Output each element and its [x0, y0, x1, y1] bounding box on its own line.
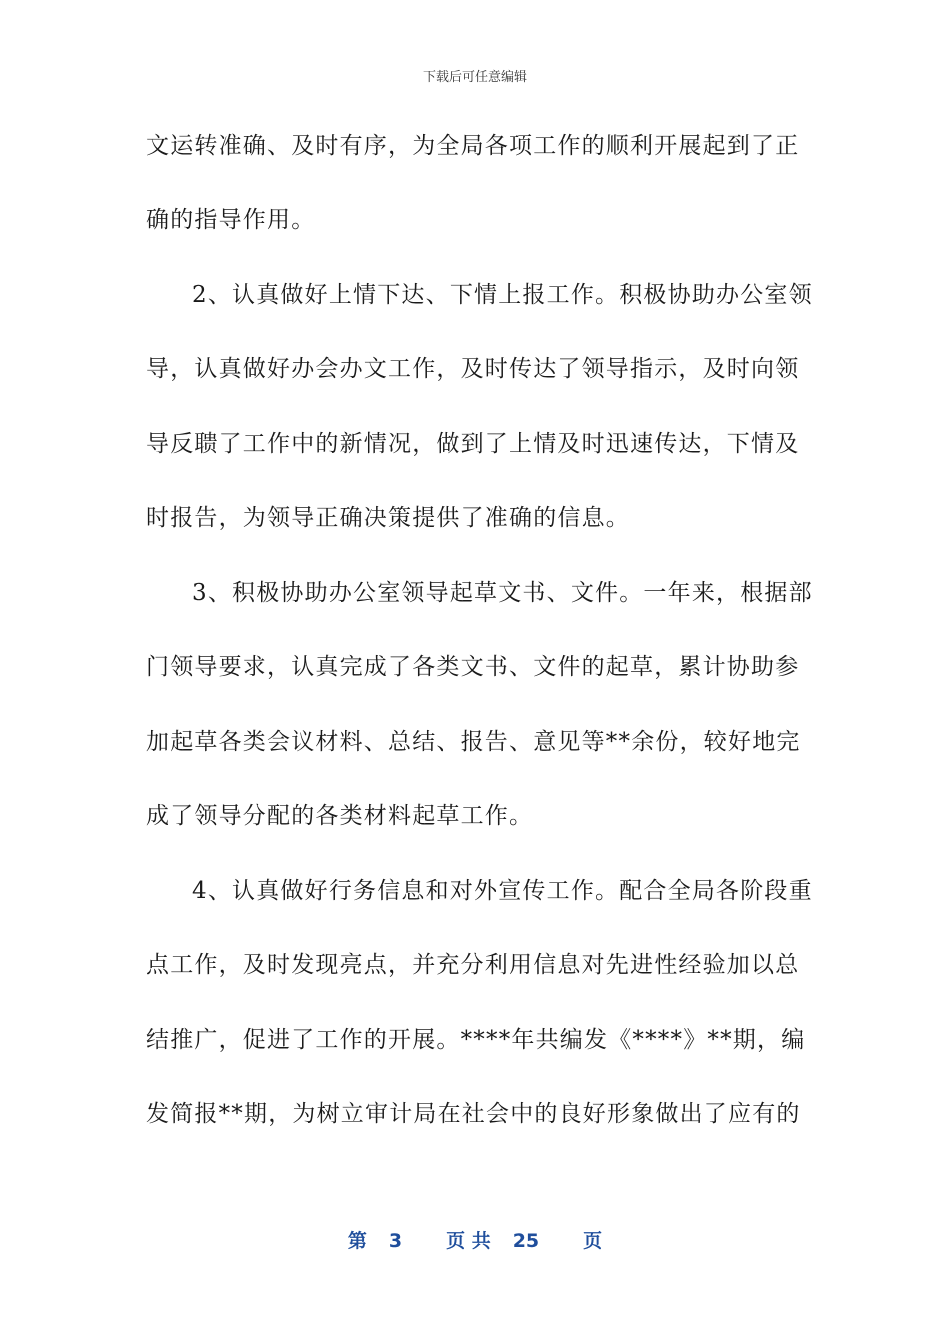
- text-line: 结推广，促进了工作的开展。****年共编发《****》**期，编: [146, 1027, 806, 1053]
- download-note: 下载后可任意编辑: [422, 70, 527, 85]
- text-line: 时报告，为领导正确决策提供了准确的信息。: [146, 505, 630, 531]
- text-line: 点工作，及时发现亮点，并充分利用信息对先进性经验加以总: [146, 952, 800, 978]
- text-line: 导反聩了工作中的新情况，做到了上情及时迅速传达，下情及: [146, 431, 800, 457]
- current-page-number: 3: [388, 1230, 403, 1252]
- text-line: 文运转准确、及时有序，为全局各项工作的顺利开展起到了正: [146, 133, 800, 159]
- text-line: 成了领导分配的各类材料起草工作。: [146, 803, 534, 829]
- text-line: 门领导要求，认真完成了各类文书、文件的起草，累计协助参: [146, 654, 800, 680]
- text-line: 导，认真做好办会办文工作，及时传达了领导指示，及时向领: [146, 356, 800, 382]
- footer-suffix: 页: [583, 1230, 603, 1252]
- text-line: 确的指导作用。: [146, 207, 316, 233]
- footer-middle: 页 共: [446, 1230, 491, 1252]
- text-line: 2、认真做好上情下达、下情上报工作。积极协助办公室领: [192, 282, 813, 308]
- total-pages-number: 25: [512, 1230, 540, 1252]
- text-line: 4、认真做好行务信息和对外宣传工作。配合全局各阶段重: [192, 878, 813, 904]
- page-footer: [0, 1226, 950, 1253]
- text-line: 加起草各类会议材料、总结、报告、意见等**余份，较好地完: [146, 729, 801, 755]
- text-line: 发简报**期，为树立审计局在社会中的良好形象做出了应有的: [146, 1101, 801, 1127]
- footer-prefix: 第: [347, 1230, 367, 1252]
- text-line: 3、积极协助办公室领导起草文书、文件。一年来，根据部: [192, 580, 813, 606]
